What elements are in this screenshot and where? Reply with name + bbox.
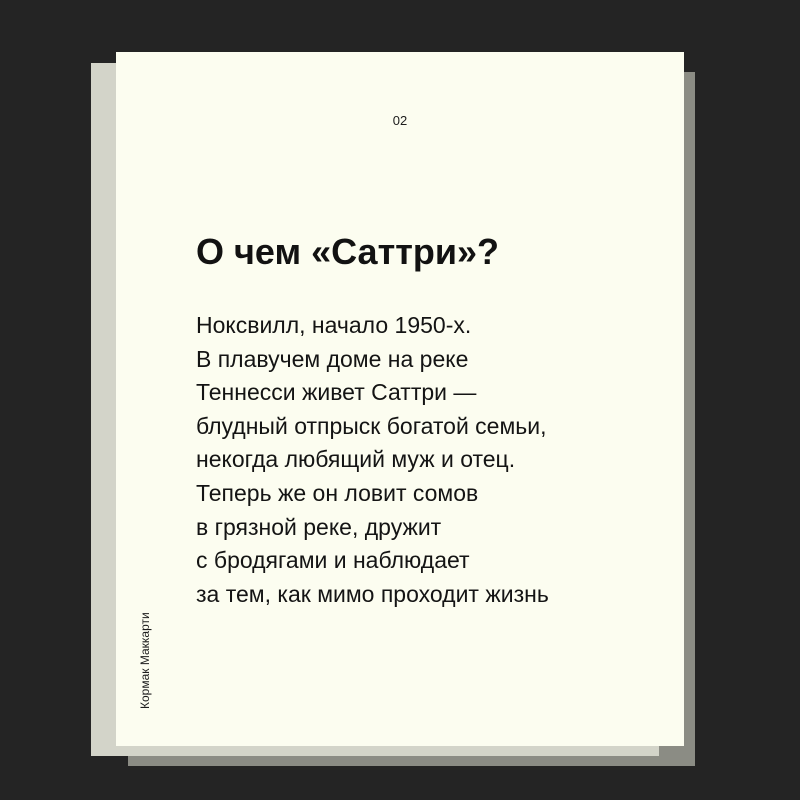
text-line: с бродягами и наблюдает (196, 547, 470, 574)
book-page (116, 52, 684, 746)
text-line: Теннесси живет Саттри — (196, 379, 477, 406)
text-line: за тем, как мимо проходит жизнь (196, 580, 549, 607)
text-line: Ноксвилл, начало 1950-х. (196, 312, 472, 338)
text-line: некогда любящий муж и отец. (196, 446, 516, 473)
text-line: блудный отпрыск богатой семьи, (196, 412, 547, 439)
description-text (196, 309, 549, 611)
author-name: Кормак Маккарти (138, 612, 152, 709)
page-heading: О чем «Саттри»? (196, 231, 499, 272)
page-number: 02 (392, 113, 408, 128)
text-line: В плавучем доме на реке (196, 345, 469, 372)
text-line: Теперь же он ловит сомов (196, 479, 479, 506)
text-line: в грязной реке, дружит (196, 513, 442, 540)
